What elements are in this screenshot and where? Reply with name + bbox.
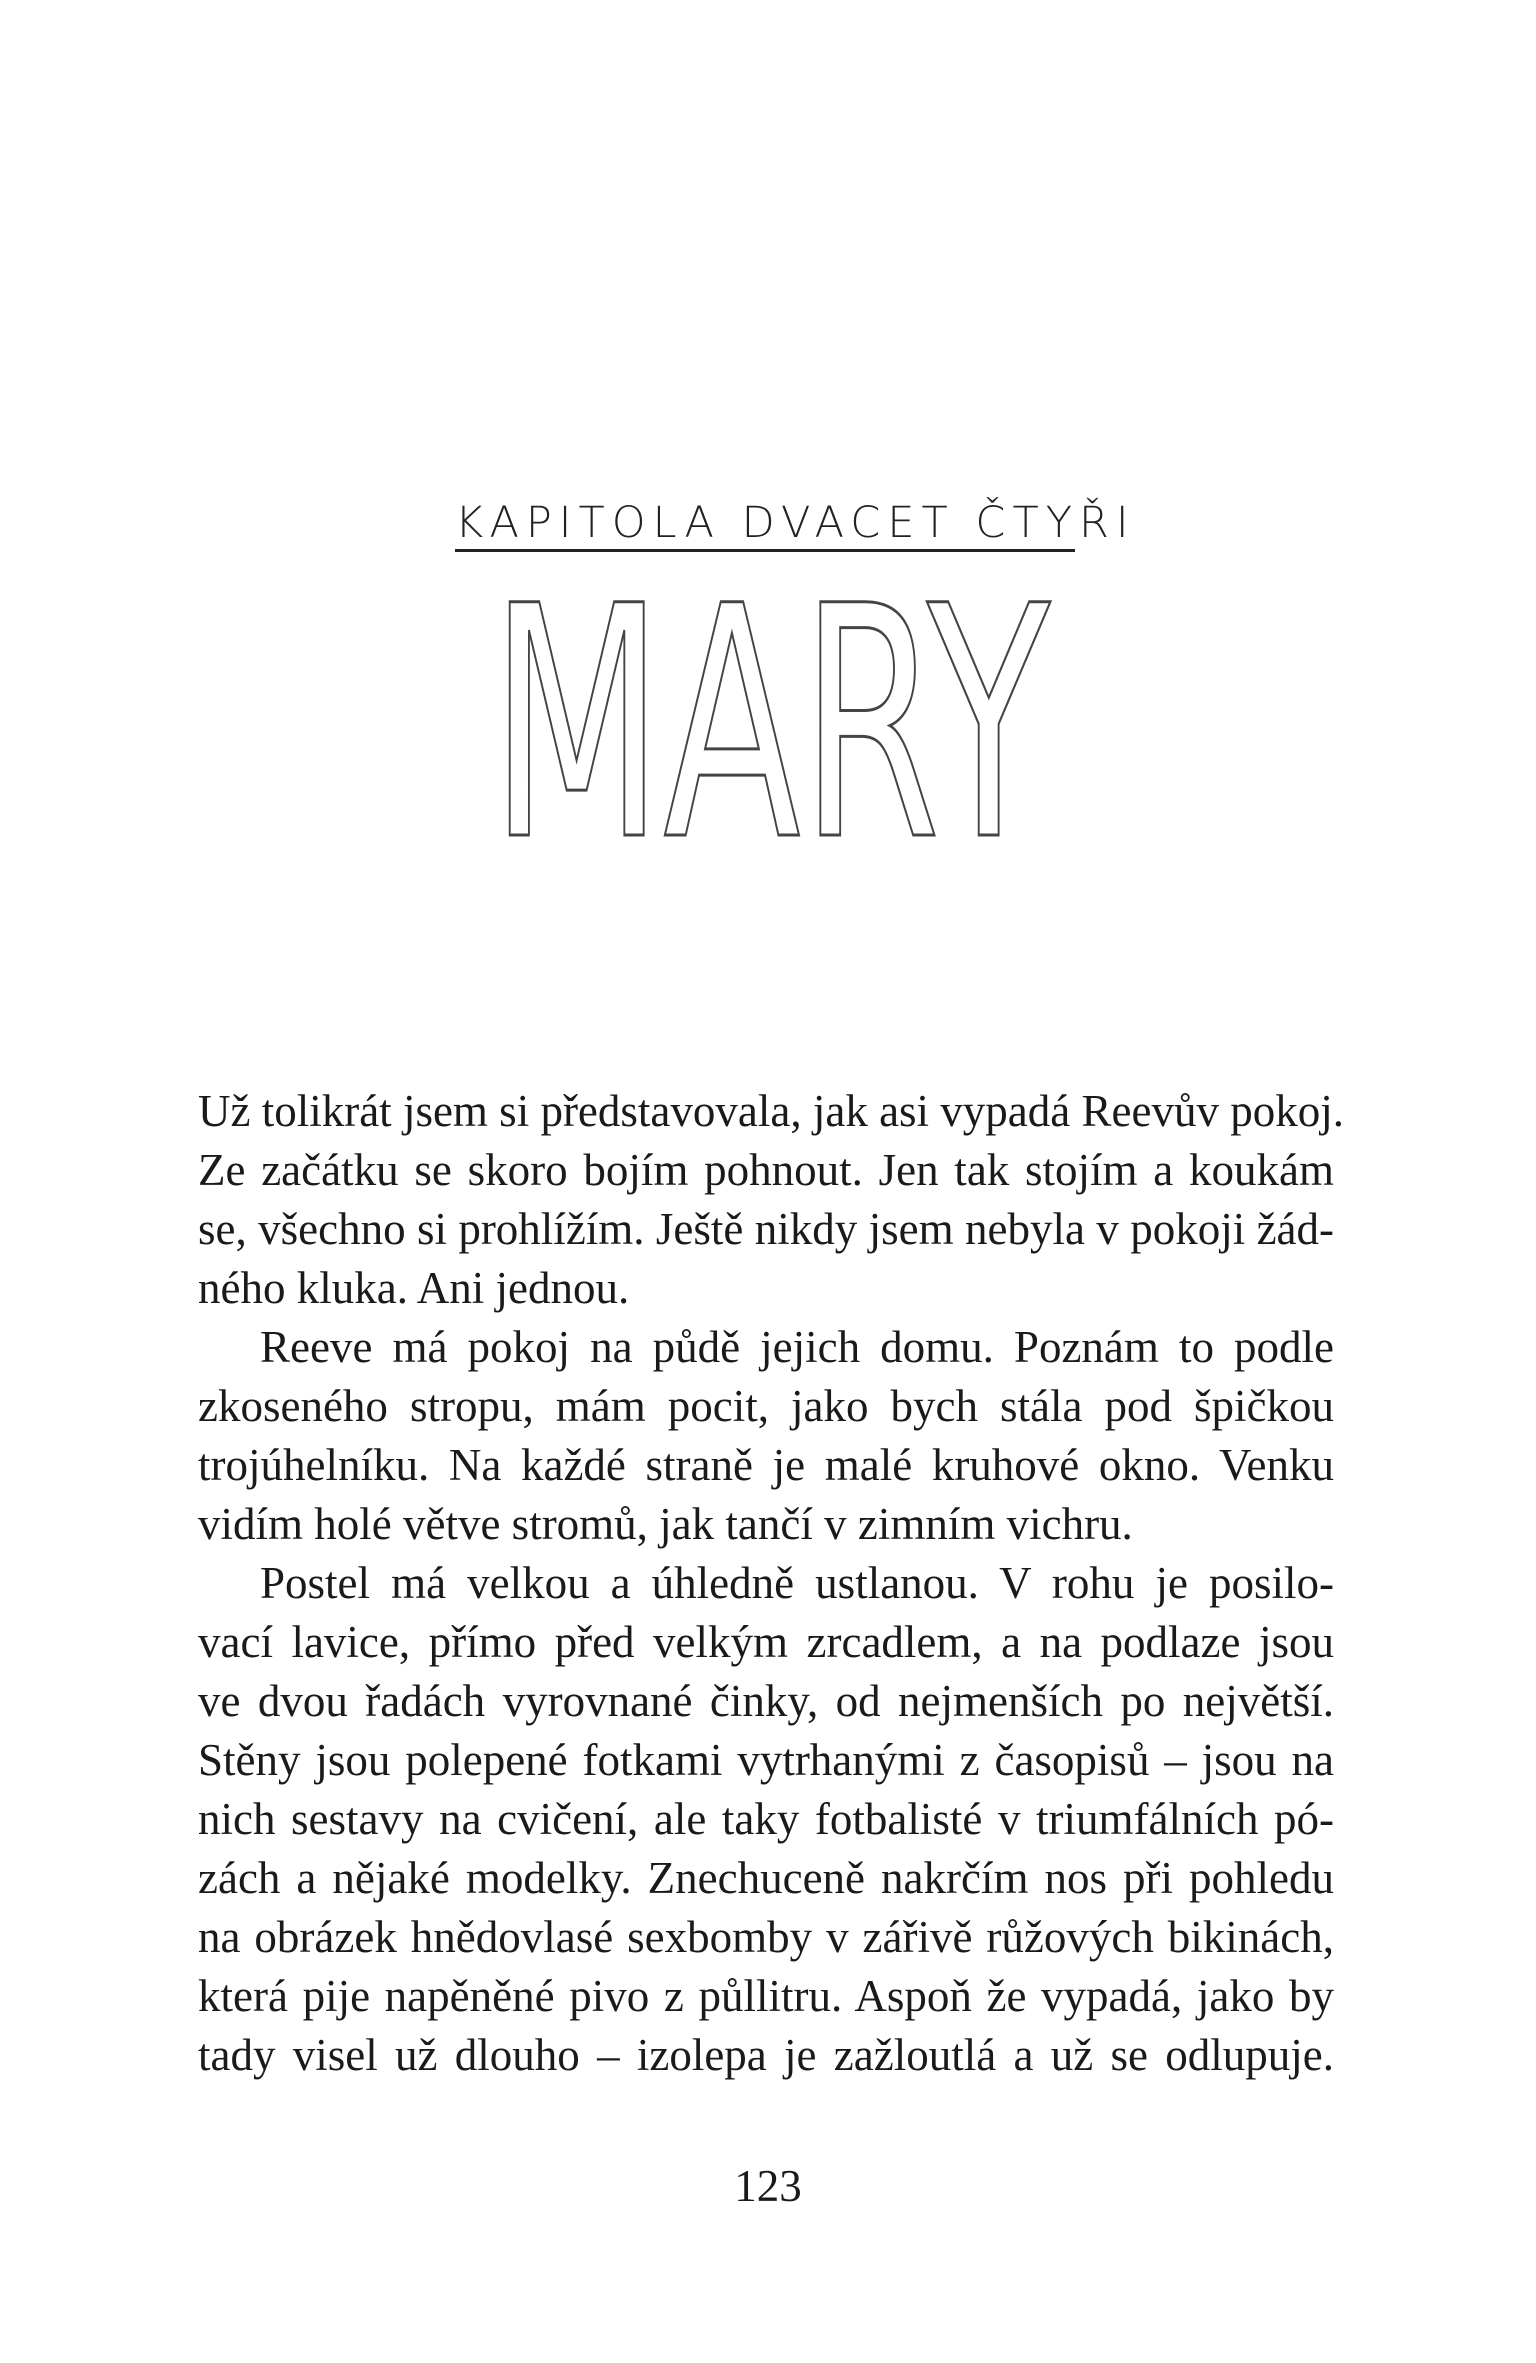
- chapter-title: [470, 539, 1070, 911]
- text-line: nich sestavy na cvičení, ale taky fotbalisté v triumfálních pó-: [198, 1794, 1334, 1844]
- body-text: [198, 1082, 1344, 2085]
- text-line: Reeve má pokoj na půdě jejich domu. Poznám to podle: [260, 1322, 1334, 1372]
- text-line: Ze začátku se skoro bojím pohnout. Jen tak stojím a koukám: [198, 1145, 1334, 1195]
- chapter-title-text: MARY: [490, 539, 1053, 911]
- text-line: zkoseného stropu, mám pocit, jako bych stála pod špičkou: [198, 1381, 1334, 1431]
- text-line: vidím holé větve stromů, jak tančí v zimním vichru.: [198, 1499, 1133, 1549]
- text-line: Stěny jsou polepené fotkami vytrhanými z časopisů – jsou na: [198, 1735, 1334, 1785]
- text-line: tady visel už dlouho – izolepa je zažloutlá a už se odlupuje.: [198, 2030, 1334, 2080]
- text-line: vací lavice, přímo před velkým zrcadlem, a na podlaze jsou: [198, 1617, 1334, 1667]
- text-line: zách a nějaké modelky. Znechuceně nakrčím nos při pohledu: [198, 1853, 1334, 1903]
- text-line: se, všechno si prohlížím. Ještě nikdy jsem nebyla v pokoji žád-: [198, 1204, 1334, 1254]
- chapter-label: KAPITOLA DVACET ČTYŘI: [455, 498, 1136, 548]
- text-line: ného kluka. Ani jednou.: [198, 1263, 630, 1313]
- text-line: trojúhelníku. Na každé straně je malé kruhové okno. Venku: [198, 1440, 1334, 1490]
- page-number: 123: [734, 2161, 802, 2211]
- text-line: Už tolikrát jsem si představovala, jak asi vypadá Reevův pokoj.: [198, 1086, 1344, 1136]
- text-line: Postel má velkou a úhledně ustlanou. V rohu je posilo-: [260, 1558, 1334, 1608]
- text-line: která pije napěněné pivo z půllitru. Aspoň že vypadá, jako by: [198, 1971, 1334, 2021]
- text-line: na obrázek hnědovlasé sexbomby v zářivě růžových bikinách,: [198, 1912, 1334, 1962]
- text-line: ve dvou řadách vyrovnané činky, od nejmenších po největší.: [198, 1676, 1334, 1726]
